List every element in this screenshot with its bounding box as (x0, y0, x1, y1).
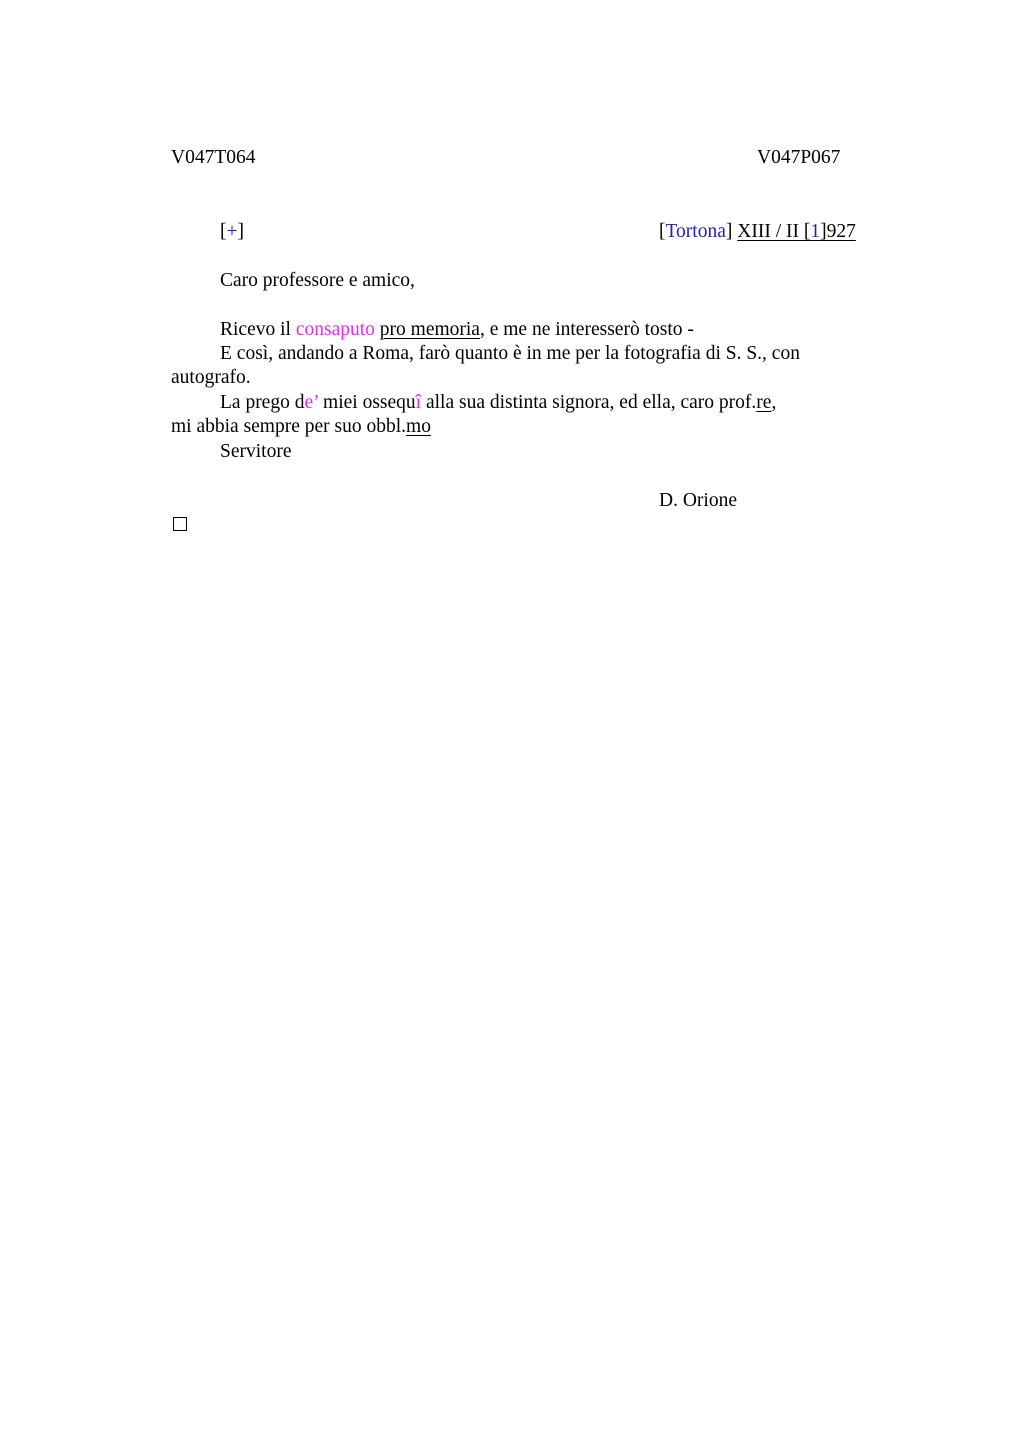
p4-start: mi abbia sempre per suo obbl. (171, 416, 407, 437)
date-day-digit: 1 (810, 221, 821, 242)
closing: Servitore (220, 441, 292, 462)
date-suffix: ]927 (820, 221, 856, 242)
place-name: Tortona (665, 221, 726, 242)
signature: D. Orione (659, 490, 737, 511)
p1-end: , e me ne interesserò tosto - (479, 319, 694, 340)
bracket-close: ] (237, 221, 244, 242)
p1-highlight: consaputo (295, 319, 375, 340)
editorial-mark (220, 220, 244, 244)
p1-start: Ricevo il (220, 319, 296, 340)
paragraph-3-line-2 (171, 415, 431, 439)
p1-underlined: pro memoria (379, 319, 480, 340)
bracket-open: [ (220, 221, 227, 242)
paragraph-2-line-2: autografo. (171, 367, 251, 388)
paragraph-3-line-1 (220, 391, 776, 415)
place-bracket-open: [ (659, 221, 666, 242)
p3-start: La prego d (220, 392, 305, 413)
place-bracket-close: ] (725, 221, 733, 242)
p3-magenta-1: e’ (304, 392, 319, 413)
end-square-icon (173, 517, 187, 531)
p3-end: alla sua distinta signora, ed ella, caro prof. (421, 392, 757, 413)
p3-comma: , (771, 392, 777, 413)
salutation: Caro professore e amico, (220, 270, 415, 291)
document-code-left: V047T064 (171, 147, 256, 168)
p4-superscript-mo: mo (406, 416, 431, 437)
plus-mark: + (226, 221, 238, 242)
p3-superscript-re: re (756, 392, 772, 413)
p3-mid: miei ossequ (318, 392, 416, 413)
paragraph-2-line-1: E così, andando a Roma, farò quanto è in me per la fotografia di S. S., con (220, 343, 800, 364)
p3-magenta-2: î (415, 392, 422, 413)
dateline (659, 220, 856, 244)
document-code-right: V047P067 (757, 147, 841, 168)
paragraph-1 (220, 318, 694, 342)
letter-date (737, 221, 856, 242)
date-prefix: XIII / II [ (737, 221, 811, 242)
